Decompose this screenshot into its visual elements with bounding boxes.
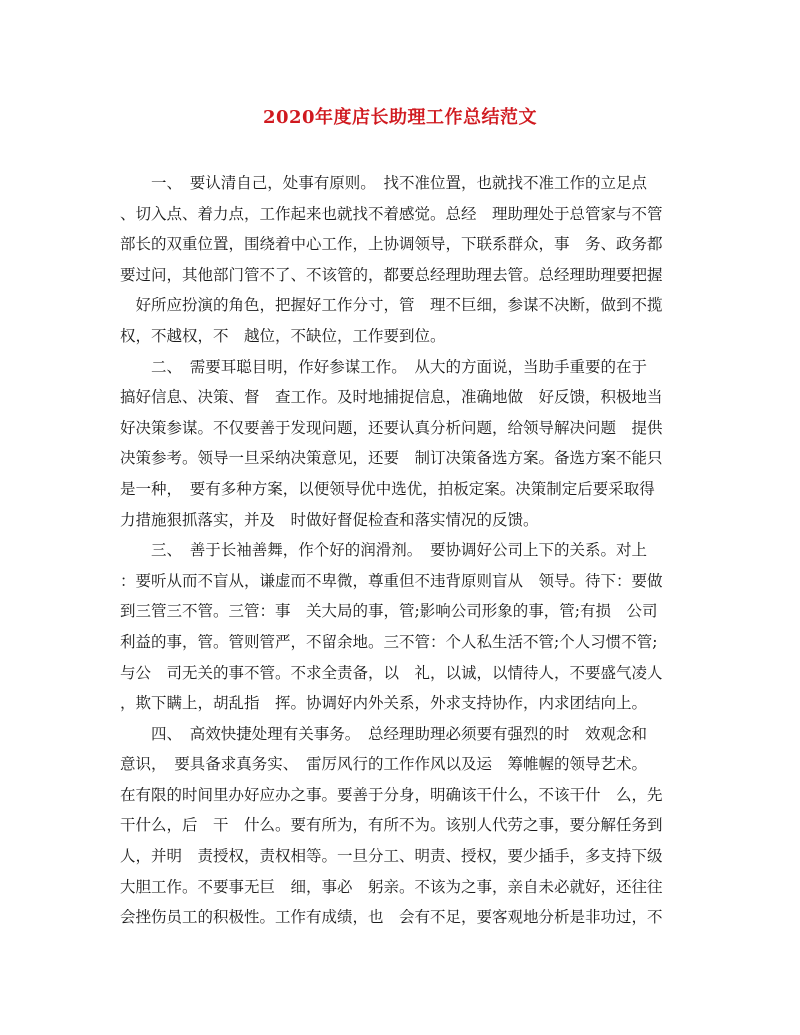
text-line: 搞好信息、决策、督 查工作。及时地捕捉信息，准确地做 好反馈，积极地当 [120, 388, 663, 407]
text-line: 、切入点、着力点，工作起来也就找不着感觉。总经 理助理处于总管家与不管 [120, 204, 663, 223]
text-line: ：要听从而不盲从，谦虚而不卑微，尊重但不违背原则盲从 领导。待下：要做 [120, 571, 663, 590]
text-line: 要过问，其他部门管不了、不该管的，都要总经理助理去管。总经理助理要把握 [120, 265, 663, 284]
text-line: 大胆工作。不要事无巨 细，事必 躬亲。不该为之事，亲自未必就好，还往往 [120, 877, 663, 896]
text-line: 好决策参谋。不仅要善于发现问题，还要认真分析问题，给领导解决问题 提供 [120, 418, 663, 437]
text-line: 好所应扮演的角色，把握好工作分寸，管 理不巨细，参谋不决断，做到不揽 [120, 296, 663, 315]
text-line: 是一种， 要有多种方案，以便领导优中选优，拍板定案。决策制定后要采取得 [120, 479, 655, 498]
text-line: ，欺下瞒上，胡乱指 挥。协调好内外关系，外求支持协作，内求团结向上。 [120, 694, 648, 713]
text-line: 干什么，后 干 什么。要有所为，有所不为。该别人代劳之事，要分解任务到 [120, 816, 663, 835]
text-line: 会挫伤员工的积极性。工作有成绩，也 会有不足，要客观地分析是非功过，不 [120, 908, 663, 927]
text-line: 部长的双重位置，围绕着中心工作，上协调领导，下联系群众，事 务、政务都 [120, 235, 663, 254]
text-line: 决策参考。领导一旦采纳决策意见，还要 制订决策备选方案。备选方案不能只 [120, 449, 663, 468]
text-line: 在有限的时间里办好应办之事。要善于分身，明确该干什么，不该干什 么，先 [120, 785, 663, 804]
text-line: 一、 要认清自己，处事有原则。 找不准位置，也就找不准工作的立足点 [120, 174, 648, 192]
text-line: 四、 高效快捷处理有关事务。 总经理助理必须要有强烈的时 效观念和 [120, 724, 648, 743]
text-line: 三、 善于长袖善舞，作个好的润滑剂。 要协调好公司上下的关系。对上 [120, 541, 648, 560]
text-line: 与公 司无关的事不管。不求全责备，以 礼，以诚，以情待人，不要盛气凌人 [120, 663, 663, 682]
text-line: 到三管三不管。三管：事 关大局的事，管;影响公司形象的事，管;有损 公司 [120, 602, 658, 621]
document-title: 2020年度店长助理工作总结范文 [262, 107, 538, 128]
text-line: 力措施狠抓落实，并及 时做好督促检查和落实情况的反馈。 [120, 510, 539, 529]
document-body [120, 168, 668, 933]
text-line: 二、 需要耳聪目明，作好参谋工作。 从大的方面说，当助手重要的在于 [120, 357, 648, 376]
text-line: 利益的事，管。管则管严，不留余地。三不管：个人私生活不管;个人习惯不管; [120, 632, 658, 651]
text-line: 权，不越权，不 越位，不缺位，工作要到位。 [120, 326, 446, 345]
text-line: 人，并明 责授权，责权相等。一旦分工、明责、授权，要少插手，多支持下级 [120, 847, 663, 866]
text-line: 意识， 要具备求真务实、 雷厉风行的工作作风以及运 筹帷幄的领导艺术。 [120, 755, 648, 774]
